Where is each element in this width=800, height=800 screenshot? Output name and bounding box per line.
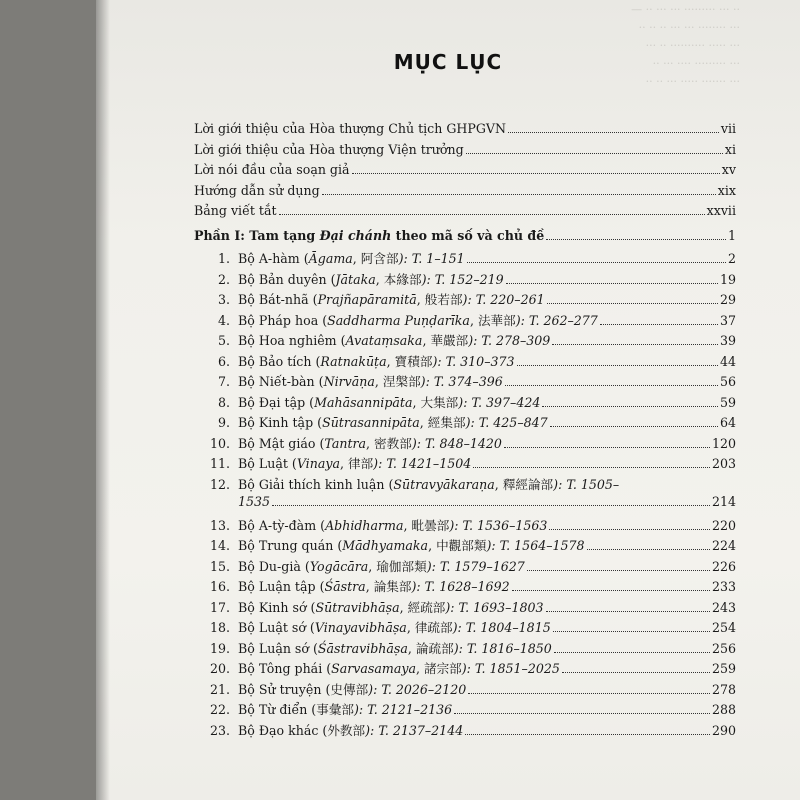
entry-page: 226 <box>711 558 736 574</box>
toc-part-heading <box>194 228 736 249</box>
entry-number: 11. <box>209 456 230 471</box>
entry-number: 2. <box>217 271 230 287</box>
toc-entry <box>194 699 736 720</box>
leader-dots <box>272 505 710 506</box>
entry-page: 29 <box>719 292 736 307</box>
entry-number: 20. <box>209 661 230 676</box>
entry-number: 6. <box>217 353 230 369</box>
toc-entry <box>194 576 736 597</box>
entry-title: Bộ Du-già (Yogācāra, 瑜伽部類): T. 1579–1627 <box>238 558 525 574</box>
toc-item-label: Lời nói đầu của soạn giả <box>194 162 350 177</box>
entry-title: Bộ Bảo tích (Ratnakūṭa, 寶積部): T. 310–373 <box>238 353 515 369</box>
entry-number: 21. <box>209 681 230 697</box>
entry-page: 214 <box>711 494 736 509</box>
entry-number: 18. <box>209 620 230 635</box>
entry-number: 10. <box>209 435 230 451</box>
entry-title: Bộ Luận sớ (Śāstravibhāṣa, 論疏部): T. 1816–1850 <box>238 640 552 656</box>
entry-title: Bộ Pháp hoa (Saddharma Puṇḍarīka, 法華部): T. 262–277 <box>238 312 598 328</box>
toc-entry <box>194 269 736 290</box>
entry-title: Bộ Sử truyện (史傳部): T. 2026–2120 <box>238 681 467 697</box>
entry-number: 19. <box>209 640 230 656</box>
leader-dots <box>506 283 718 284</box>
entry-title: Bộ Bản duyên (Jātaka, 本緣部): T. 152–219 <box>238 271 504 287</box>
entry-page: 243 <box>711 599 736 615</box>
table-of-contents <box>194 121 736 740</box>
toc-entry <box>194 433 736 454</box>
entry-page: 120 <box>711 435 736 451</box>
entry-number: 7. <box>217 374 230 389</box>
toc-entry <box>194 658 736 679</box>
part-label: Phần I: Tam tạng Đại chánh theo mã số và chủ đề <box>194 227 545 243</box>
leader-dots <box>512 590 710 591</box>
leader-dots <box>473 467 710 468</box>
entry-title: Bộ Hoa nghiêm (Avataṃsaka, 華嚴部): T. 278–309 <box>238 333 551 348</box>
leader-dots <box>504 447 710 448</box>
toc-item-page: xi <box>724 141 736 157</box>
entry-number: 9. <box>217 415 230 430</box>
leader-dots <box>517 365 718 366</box>
entry-title: Bộ Luật sớ (Vinayavibhāṣa, 律疏部): T. 1804–1815 <box>238 620 551 635</box>
leader-dots <box>550 426 718 427</box>
entry-page: 259 <box>711 661 736 676</box>
entry-number: 17. <box>209 599 230 615</box>
toc-entry <box>194 248 736 269</box>
entry-page: 220 <box>711 517 736 533</box>
entry-page: 44 <box>719 353 736 369</box>
toc-front-item <box>194 121 736 142</box>
show-through-text: — ·· ··· ··· ········· ··· ·· ·· ·· ·· ··· ··· ········ ··· ··· ·· ·········· ····· ··· ·· ··· ···· ········· ··· ·· ·· ··· ····· ······· ··· <box>631 3 740 88</box>
toc-front-item <box>194 142 736 163</box>
toc-item-label: Hướng dẫn sử dụng <box>194 182 320 198</box>
toc-item-page: xv <box>721 162 736 177</box>
entry-page: 256 <box>711 640 736 656</box>
entry-page: 233 <box>711 579 736 594</box>
entry-page: 278 <box>711 681 736 697</box>
toc-item-label: Bảng viết tắt <box>194 203 277 218</box>
toc-entry <box>194 392 736 413</box>
toc-item-page: xix <box>717 182 736 198</box>
toc-entry <box>194 720 736 741</box>
entry-page: 224 <box>711 538 736 553</box>
leader-dots <box>468 693 710 694</box>
leader-dots <box>600 324 718 325</box>
toc-entry <box>194 310 736 331</box>
entry-number: 13. <box>209 517 230 533</box>
entry-page: 254 <box>711 620 736 635</box>
toc-entry <box>194 679 736 700</box>
entry-page: 19 <box>719 271 736 287</box>
toc-entry <box>194 597 736 618</box>
entry-title: Bộ Luật (Vinaya, 律部): T. 1421–1504 <box>238 456 472 471</box>
toc-entry-continuation <box>194 494 736 515</box>
leader-dots <box>465 734 710 735</box>
entry-title: Bộ A-hàm (Āgama, 阿含部): T. 1–151 <box>238 251 465 266</box>
entry-title: Bộ Bát-nhã (Prajñapāramitā, 般若部): T. 220–261 <box>238 292 545 307</box>
entry-title: Bộ Luận tập (Śāstra, 論集部): T. 1628–1692 <box>238 579 510 594</box>
entry-title: Bộ A-tỳ-đàm (Abhidharma, 毗曇部): T. 1536–1563 <box>238 517 548 533</box>
entry-title: Bộ Giải thích kinh luận (Sūtravyākaraṇa, 釋經論部): T. 1505– <box>238 476 620 492</box>
entry-page: 37 <box>719 312 736 328</box>
leader-dots <box>553 631 710 632</box>
entry-number: 16. <box>209 579 230 594</box>
leader-dots <box>279 214 705 215</box>
toc-entry <box>194 351 736 372</box>
entry-title: Bộ Kinh tập (Sūtrasannipāta, 經集部): T. 425–847 <box>238 415 548 430</box>
leader-dots <box>552 344 718 345</box>
entry-number: 15. <box>209 558 230 574</box>
entry-title: Bộ Đại tập (Mahāsannipāta, 大集部): T. 397–424 <box>238 394 541 410</box>
leader-dots <box>322 194 716 195</box>
entry-number: 12. <box>209 476 230 492</box>
leader-dots <box>542 406 718 407</box>
entry-number: 4. <box>217 312 230 328</box>
entry-number: 22. <box>209 702 230 717</box>
entry-title: Bộ Kinh sớ (Sūtravibhāṣa, 經疏部): T. 1693–1803 <box>238 599 544 615</box>
entry-number: 5. <box>217 333 230 348</box>
leader-dots <box>508 132 719 133</box>
leader-dots <box>466 153 723 154</box>
toc-front-item <box>194 183 736 204</box>
leader-dots <box>505 385 718 386</box>
toc-item-label: Lời giới thiệu của Hòa thượng Viện trưởng <box>194 141 464 157</box>
entry-title: Bộ Đạo khác (外教部): T. 2137–2144 <box>238 722 464 738</box>
entry-page: 290 <box>711 722 736 738</box>
page-title: MỤC LỤC <box>393 50 503 74</box>
leader-dots <box>467 262 726 263</box>
leader-dots <box>547 303 718 304</box>
entry-number: 8. <box>217 394 230 410</box>
entry-range-cont: 1535 <box>238 494 271 509</box>
toc-entry <box>194 617 736 638</box>
toc-entry <box>194 638 736 659</box>
entry-page: 56 <box>719 374 736 389</box>
page-gutter-shadow <box>96 0 110 800</box>
toc-entry <box>194 556 736 577</box>
toc-entry <box>194 412 736 433</box>
toc-entry <box>194 453 736 474</box>
leader-dots <box>352 173 720 174</box>
toc-item-page: xxvii <box>706 203 736 218</box>
toc-front-item <box>194 162 736 183</box>
toc-item-label: Lời giới thiệu của Hòa thượng Chủ tịch GHPGVN <box>194 121 507 136</box>
toc-entry <box>194 535 736 556</box>
leader-dots <box>527 570 710 571</box>
toc-entry <box>194 330 736 351</box>
leader-dots <box>454 713 710 714</box>
entry-page: 64 <box>719 415 736 430</box>
entry-title: Bộ Niết-bàn (Nirvāṇa, 涅槃部): T. 374–396 <box>238 374 503 389</box>
toc-item-page: vii <box>720 121 736 136</box>
entry-title: Bộ Tông phái (Sarvasamaya, 諸宗部): T. 1851–2025 <box>238 661 560 676</box>
entry-title: Bộ Mật giáo (Tantra, 密教部): T. 848–1420 <box>238 435 502 451</box>
leader-dots <box>546 611 710 612</box>
entry-number: 23. <box>209 722 230 738</box>
leader-dots <box>587 549 710 550</box>
entry-number: 3. <box>217 292 230 307</box>
entry-page: 288 <box>711 702 736 717</box>
toc-entry <box>194 515 736 536</box>
part-page: 1 <box>727 227 736 243</box>
entry-title: Bộ Từ điển (事彙部): T. 2121–2136 <box>238 702 453 717</box>
entry-title: Bộ Trung quán (Mādhyamaka, 中觀部類): T. 1564–1578 <box>238 538 585 553</box>
entry-page: 39 <box>719 333 736 348</box>
book-page <box>96 0 800 800</box>
leader-dots <box>562 672 710 673</box>
toc-entry <box>194 474 736 495</box>
entry-page: 203 <box>711 456 736 471</box>
leader-dots <box>549 529 710 530</box>
leader-dots <box>554 652 710 653</box>
entry-page: 59 <box>719 394 736 410</box>
toc-entry <box>194 371 736 392</box>
entry-number: 1. <box>217 251 230 266</box>
entry-page: 2 <box>727 251 736 266</box>
toc-entry <box>194 289 736 310</box>
entry-number: 14. <box>209 538 230 553</box>
toc-front-item <box>194 203 736 224</box>
